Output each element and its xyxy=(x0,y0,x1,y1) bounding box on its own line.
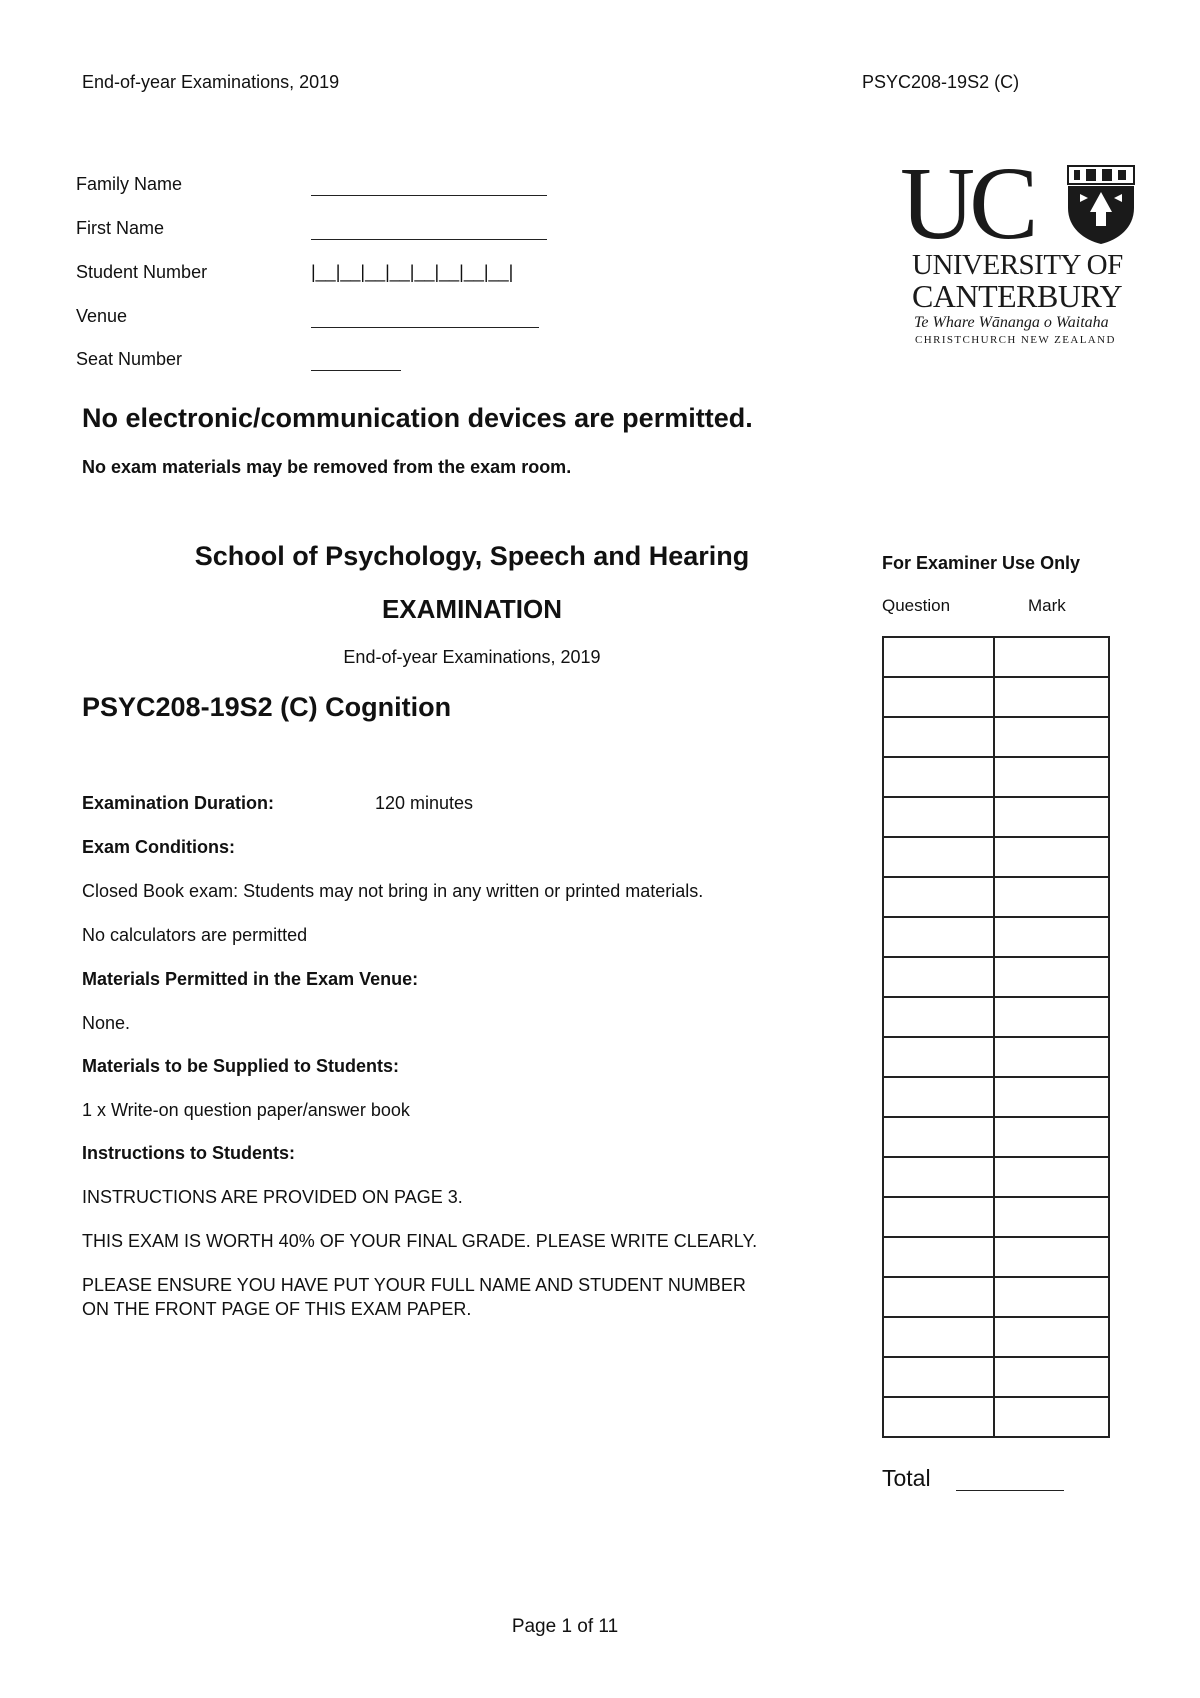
question-cell[interactable] xyxy=(883,1117,994,1157)
question-cell[interactable] xyxy=(883,1317,994,1357)
first-name-field[interactable] xyxy=(311,239,547,240)
question-cell[interactable] xyxy=(883,997,994,1037)
question-cell[interactable] xyxy=(883,1237,994,1277)
conditions-label: Exam Conditions: xyxy=(82,837,236,857)
header-course-code: PSYC208-19S2 (C) xyxy=(862,72,1020,92)
school-name: School of Psychology, Speech and Hearing xyxy=(194,541,750,571)
table-row xyxy=(883,1037,1109,1077)
question-cell[interactable] xyxy=(883,757,994,797)
instructions-name-line1: PLEASE ENSURE YOU HAVE PUT YOUR FULL NAME AND STUDENT NUMBER xyxy=(82,1275,746,1295)
mark-cell[interactable] xyxy=(994,1317,1109,1357)
question-cell[interactable] xyxy=(883,1197,994,1237)
table-row xyxy=(883,1077,1109,1117)
logo-line-canterbury: CANTERBURY xyxy=(912,278,1123,314)
table-row xyxy=(883,717,1109,757)
instructions-page: INSTRUCTIONS ARE PROVIDED ON PAGE 3. xyxy=(82,1187,463,1207)
mark-cell[interactable] xyxy=(994,1157,1109,1197)
permitted-label: Materials Permitted in the Exam Venue: xyxy=(82,969,419,989)
mark-cell[interactable] xyxy=(994,797,1109,837)
table-row xyxy=(883,797,1109,837)
first-name-label: First Name xyxy=(76,218,165,238)
permitted-value: None. xyxy=(82,1013,131,1033)
venue-field[interactable] xyxy=(311,327,539,328)
mark-cell[interactable] xyxy=(994,1077,1109,1117)
duration-value: 120 minutes xyxy=(375,793,474,813)
examiner-use-title: For Examiner Use Only xyxy=(882,553,1081,573)
family-name-label: Family Name xyxy=(76,174,183,194)
question-cell[interactable] xyxy=(883,1357,994,1397)
mark-cell[interactable] xyxy=(994,637,1109,677)
logo-uc-mark: UC xyxy=(900,146,1033,261)
instructions-name-line2: ON THE FRONT PAGE OF THIS EXAM PAPER. xyxy=(82,1299,472,1319)
mark-cell[interactable] xyxy=(994,1037,1109,1077)
logo-maori-name: Te Whare Wānanga o Waitaha xyxy=(914,314,1109,331)
mark-cell[interactable] xyxy=(994,1237,1109,1277)
header-exam-period: End-of-year Examinations, 2019 xyxy=(82,72,340,92)
question-cell[interactable] xyxy=(883,957,994,997)
question-cell[interactable] xyxy=(883,837,994,877)
mark-cell[interactable] xyxy=(994,917,1109,957)
table-row xyxy=(883,677,1109,717)
mark-cell[interactable] xyxy=(994,957,1109,997)
table-row xyxy=(883,1157,1109,1197)
question-cell[interactable] xyxy=(883,637,994,677)
materials-notice: No exam materials may be removed from the exam room. xyxy=(82,457,572,477)
university-logo xyxy=(900,146,1140,348)
venue-label: Venue xyxy=(76,306,128,326)
question-cell[interactable] xyxy=(883,677,994,717)
table-row xyxy=(883,837,1109,877)
table-row xyxy=(883,957,1109,997)
total-label: Total xyxy=(882,1465,931,1491)
total-field[interactable] xyxy=(956,1490,1064,1491)
table-row xyxy=(883,757,1109,797)
table-row xyxy=(883,1277,1109,1317)
family-name-field[interactable] xyxy=(311,195,547,196)
mark-column-header: Mark xyxy=(1028,596,1066,615)
logo-location: CHRISTCHURCH NEW ZEALAND xyxy=(915,334,1116,346)
logo-line-university: UNIVERSITY OF xyxy=(912,249,1123,281)
shield-crest-icon xyxy=(1066,164,1136,246)
question-cell[interactable] xyxy=(883,877,994,917)
question-cell[interactable] xyxy=(883,717,994,757)
duration-label: Examination Duration: xyxy=(82,793,275,813)
devices-notice: No electronic/communication devices are permitted. xyxy=(82,403,753,433)
seat-number-field[interactable] xyxy=(311,370,401,371)
mark-cell[interactable] xyxy=(994,877,1109,917)
table-row xyxy=(883,877,1109,917)
mark-cell[interactable] xyxy=(994,1357,1109,1397)
question-cell[interactable] xyxy=(883,1157,994,1197)
conditions-calculators: No calculators are permitted xyxy=(82,925,308,945)
question-cell[interactable] xyxy=(883,1397,994,1437)
examiner-mark-table xyxy=(882,636,1110,1438)
instructions-worth: THIS EXAM IS WORTH 40% OF YOUR FINAL GRADE. PLEASE WRITE CLEARLY. xyxy=(82,1231,758,1251)
mark-cell[interactable] xyxy=(994,837,1109,877)
seat-number-label: Seat Number xyxy=(76,349,183,369)
mark-cell[interactable] xyxy=(994,717,1109,757)
table-row xyxy=(883,1197,1109,1237)
exam-title: EXAMINATION xyxy=(381,594,563,624)
table-row xyxy=(883,917,1109,957)
question-cell[interactable] xyxy=(883,1077,994,1117)
question-cell[interactable] xyxy=(883,917,994,957)
page-number: Page 1 of 11 xyxy=(511,1616,619,1637)
mark-cell[interactable] xyxy=(994,1197,1109,1237)
mark-cell[interactable] xyxy=(994,1277,1109,1317)
table-row xyxy=(883,997,1109,1037)
table-row xyxy=(883,1397,1109,1437)
mark-cell[interactable] xyxy=(994,1397,1109,1437)
supplied-label: Materials to be Supplied to Students: xyxy=(82,1056,400,1076)
table-row xyxy=(883,1317,1109,1357)
mark-cell[interactable] xyxy=(994,997,1109,1037)
student-number-label: Student Number xyxy=(76,262,208,282)
student-number-field[interactable]: |__|__|__|__|__|__|__|__| xyxy=(311,262,514,282)
mark-cell[interactable] xyxy=(994,1117,1109,1157)
table-row xyxy=(883,637,1109,677)
table-row xyxy=(883,1117,1109,1157)
table-row xyxy=(883,1357,1109,1397)
exam-subtitle: End-of-year Examinations, 2019 xyxy=(343,647,601,667)
supplied-value: 1 x Write-on question paper/answer book xyxy=(82,1100,410,1120)
mark-cell[interactable] xyxy=(994,757,1109,797)
question-cell[interactable] xyxy=(883,1277,994,1317)
conditions-closed-book: Closed Book exam: Students may not bring in any written or printed materials. xyxy=(82,881,704,901)
question-column-header: Question xyxy=(882,596,951,615)
question-cell[interactable] xyxy=(883,1037,994,1077)
course-title: PSYC208-19S2 (C) Cognition xyxy=(82,692,452,722)
question-cell[interactable] xyxy=(883,797,994,837)
mark-cell[interactable] xyxy=(994,677,1109,717)
table-row xyxy=(883,1237,1109,1277)
instructions-label: Instructions to Students: xyxy=(82,1143,295,1163)
